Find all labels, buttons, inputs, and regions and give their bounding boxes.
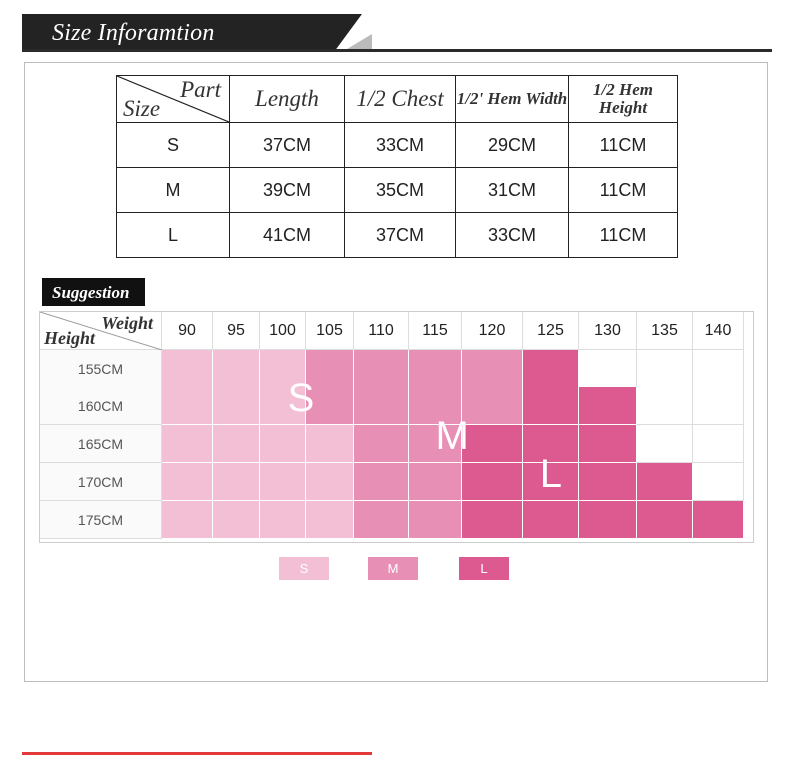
grid-cell <box>354 350 409 388</box>
height-row-label: 155CM <box>40 350 162 388</box>
grid-cell <box>579 425 637 463</box>
grid-cell <box>693 387 744 425</box>
grid-cell <box>162 463 213 501</box>
table-cell: 33CM <box>345 123 456 168</box>
grid-cell <box>162 387 213 425</box>
weight-header: 115 <box>409 312 462 350</box>
table-row <box>117 168 678 213</box>
header-banner <box>22 14 372 54</box>
grid-cell <box>579 350 637 388</box>
grid-cell <box>306 463 354 501</box>
grid-cell <box>462 350 523 388</box>
table-cell: 37CM <box>345 213 456 258</box>
table-cell: 29CM <box>456 123 569 168</box>
table-cell: 39CM <box>230 168 345 213</box>
grid-cell <box>213 350 260 388</box>
grid-cell <box>462 387 523 425</box>
weight-header: 135 <box>637 312 693 350</box>
table-header-row <box>117 76 678 123</box>
table-cell: 31CM <box>456 168 569 213</box>
grid-cell <box>693 463 744 501</box>
table-row <box>117 213 678 258</box>
grid-cell <box>409 501 462 539</box>
height-row-label: 170CM <box>40 463 162 501</box>
column-header-hem-width: 1/2' Hem Width <box>456 76 569 123</box>
grid-cell <box>306 501 354 539</box>
grid-cell <box>637 501 693 539</box>
height-row-label: 165CM <box>40 425 162 463</box>
height-row-label: 160CM <box>40 387 162 425</box>
size-suggestion-grid <box>39 311 754 543</box>
grid-cell <box>579 501 637 539</box>
grid-cell <box>637 425 693 463</box>
grid-cell <box>637 463 693 501</box>
grid-cell <box>523 350 579 388</box>
grid-cell <box>579 463 637 501</box>
grid-cell <box>354 387 409 425</box>
column-header-half-chest: 1/2 Chest <box>345 76 456 123</box>
grid-cell <box>213 501 260 539</box>
grid-cell <box>462 425 523 463</box>
weight-header: 110 <box>354 312 409 350</box>
weight-header: 100 <box>260 312 306 350</box>
corner-label-part: Part <box>180 77 221 102</box>
size-cell: L <box>117 213 230 258</box>
zone-label-m: M <box>435 414 469 458</box>
grid-cell <box>260 463 306 501</box>
size-cell: M <box>117 168 230 213</box>
size-cell: S <box>117 123 230 168</box>
weight-header: 125 <box>523 312 579 350</box>
grid-cell <box>693 350 744 388</box>
grid-cell <box>354 501 409 539</box>
grid-corner-cell <box>40 312 162 350</box>
grid-cell <box>693 501 744 539</box>
grid-cell <box>213 387 260 425</box>
grid-cell <box>637 387 693 425</box>
legend-swatch-s: S <box>279 557 329 580</box>
grid-cell <box>162 425 213 463</box>
grid-cell <box>462 463 523 501</box>
table-cell: 11CM <box>569 123 678 168</box>
grid-cell <box>409 463 462 501</box>
grid-cell <box>260 501 306 539</box>
table-corner-cell <box>117 76 230 123</box>
grid-cell <box>409 350 462 388</box>
table-cell: 11CM <box>569 213 678 258</box>
corner-label-size: Size <box>123 96 161 121</box>
grid-cell <box>637 350 693 388</box>
corner-label-height: Height <box>44 328 96 348</box>
grid-cell <box>213 463 260 501</box>
legend-swatch-m: M <box>368 557 418 580</box>
page-title: Size Inforamtion <box>52 20 215 46</box>
column-header-length: Length <box>230 76 345 123</box>
weight-header: 90 <box>162 312 213 350</box>
grid-cell <box>354 463 409 501</box>
grid-cell <box>213 425 260 463</box>
corner-label-weight: Weight <box>101 313 153 333</box>
height-row-label: 175CM <box>40 501 162 539</box>
grid-cell <box>354 425 409 463</box>
weight-header: 130 <box>579 312 637 350</box>
weight-header: 140 <box>693 312 744 350</box>
column-header-hem-height: 1/2 Hem Height <box>569 76 678 123</box>
table-cell: 33CM <box>456 213 569 258</box>
grid-cell <box>462 501 523 539</box>
grid-cell <box>579 387 637 425</box>
grid-cell <box>523 501 579 539</box>
zone-label-l: L <box>539 452 563 496</box>
table-cell: 41CM <box>230 213 345 258</box>
grid-cell <box>162 501 213 539</box>
grid-cell <box>260 425 306 463</box>
weight-header: 120 <box>462 312 523 350</box>
grid-cell <box>523 387 579 425</box>
table-cell: 11CM <box>569 168 678 213</box>
weight-header: 105 <box>306 312 354 350</box>
header-divider <box>22 49 772 52</box>
weight-header: 95 <box>213 312 260 350</box>
grid-cell <box>693 425 744 463</box>
bottom-divider <box>22 752 372 755</box>
size-measurement-table <box>116 75 678 258</box>
zone-label-s: S <box>287 376 315 420</box>
grid-cell <box>162 350 213 388</box>
grid-cell <box>306 425 354 463</box>
suggestion-label: Suggestion <box>42 278 145 306</box>
legend-swatch-l: L <box>459 557 509 580</box>
table-row <box>117 123 678 168</box>
table-cell: 35CM <box>345 168 456 213</box>
table-cell: 37CM <box>230 123 345 168</box>
